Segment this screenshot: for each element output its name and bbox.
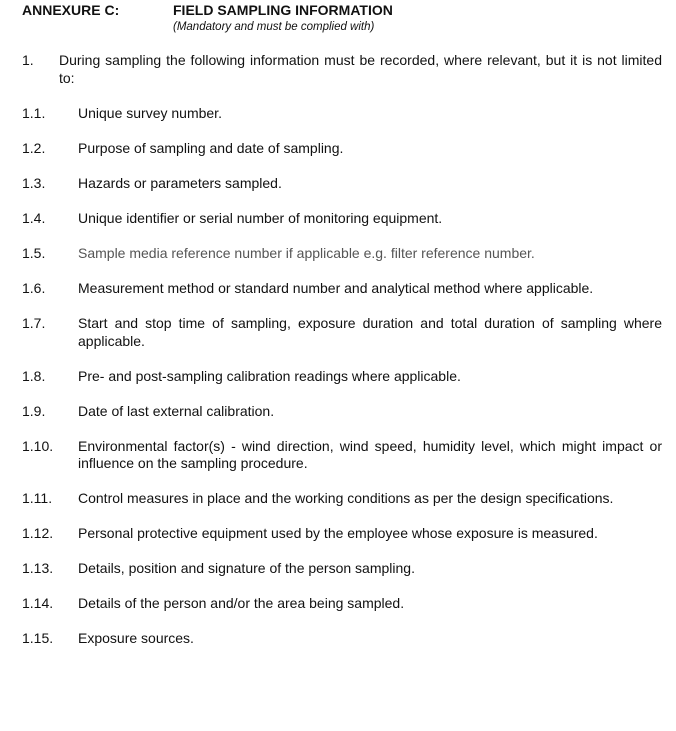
item-text: Pre- and post-sampling calibration readings where applicable. — [78, 367, 461, 384]
item-text: Personal protective equipment used by the employee whose exposure is measured. — [78, 525, 598, 541]
item-text: Date of last external calibration. — [78, 402, 275, 419]
item-number: 1.8. — [22, 367, 46, 384]
list-item — [22, 438, 662, 473]
intro-text: During sampling the following information must be recorded, where relevant, but it is not limited to: — [59, 52, 662, 86]
item-number: 1.2. — [22, 140, 46, 156]
item-number: 1.10. — [22, 437, 54, 454]
list-item — [22, 140, 662, 158]
item-text: Details, position and signature of the person sampling. — [78, 560, 415, 576]
item-text: Details of the person and/or the area being sampled. — [78, 595, 405, 611]
list-item — [22, 595, 662, 613]
intro-clause — [22, 52, 662, 87]
list-item — [22, 315, 662, 350]
list-item — [22, 368, 662, 386]
item-number: 1.3. — [22, 175, 46, 191]
item-text: Environmental factor(s) - wind direction, wind speed, humidity level, which might impact or influence on the sampling procedure. — [78, 437, 662, 471]
list-item — [22, 280, 662, 298]
list-item — [22, 403, 662, 421]
list-item — [22, 210, 662, 228]
list-item — [22, 525, 662, 543]
item-text: Start and stop time of sampling, exposure duration and total duration of sampling where applicable. — [78, 315, 662, 349]
annexure-label: ANNEXURE C: — [22, 2, 120, 18]
item-number: 1.9. — [22, 402, 46, 419]
item-text: Unique identifier or serial number of monitoring equipment. — [78, 210, 443, 226]
item-number: 1.4. — [22, 210, 46, 226]
annexure-title: FIELD SAMPLING INFORMATION — [173, 2, 393, 18]
item-text: Measurement method or standard number and analytical method where applicable. — [78, 280, 594, 296]
item-number: 1.15. — [22, 630, 54, 646]
item-number: 1.13. — [22, 560, 54, 576]
item-text: Unique survey number. — [78, 105, 222, 121]
list-item — [22, 175, 662, 193]
item-text: Control measures in place and the working conditions as per the design specifications. — [78, 490, 614, 506]
intro-number: 1. — [22, 52, 34, 68]
clause-list — [22, 105, 662, 648]
item-number: 1.5. — [22, 245, 46, 261]
item-text: Hazards or parameters sampled. — [78, 175, 282, 191]
list-item — [22, 490, 662, 508]
item-number: 1.7. — [22, 315, 46, 331]
item-number: 1.1. — [22, 105, 46, 121]
list-item — [22, 560, 662, 578]
annexure-subtitle: (Mandatory and must be complied with) — [173, 21, 375, 33]
item-text: Sample media reference number if applicable e.g. filter reference number. — [78, 245, 535, 261]
list-item — [22, 630, 662, 648]
item-number: 1.14. — [22, 595, 54, 611]
item-text: Exposure sources. — [78, 630, 194, 646]
list-item — [22, 105, 662, 123]
item-number: 1.11. — [22, 490, 53, 506]
item-text: Purpose of sampling and date of sampling. — [78, 140, 344, 156]
list-item — [22, 245, 662, 263]
item-number: 1.12. — [22, 525, 54, 541]
item-number: 1.6. — [22, 280, 46, 296]
